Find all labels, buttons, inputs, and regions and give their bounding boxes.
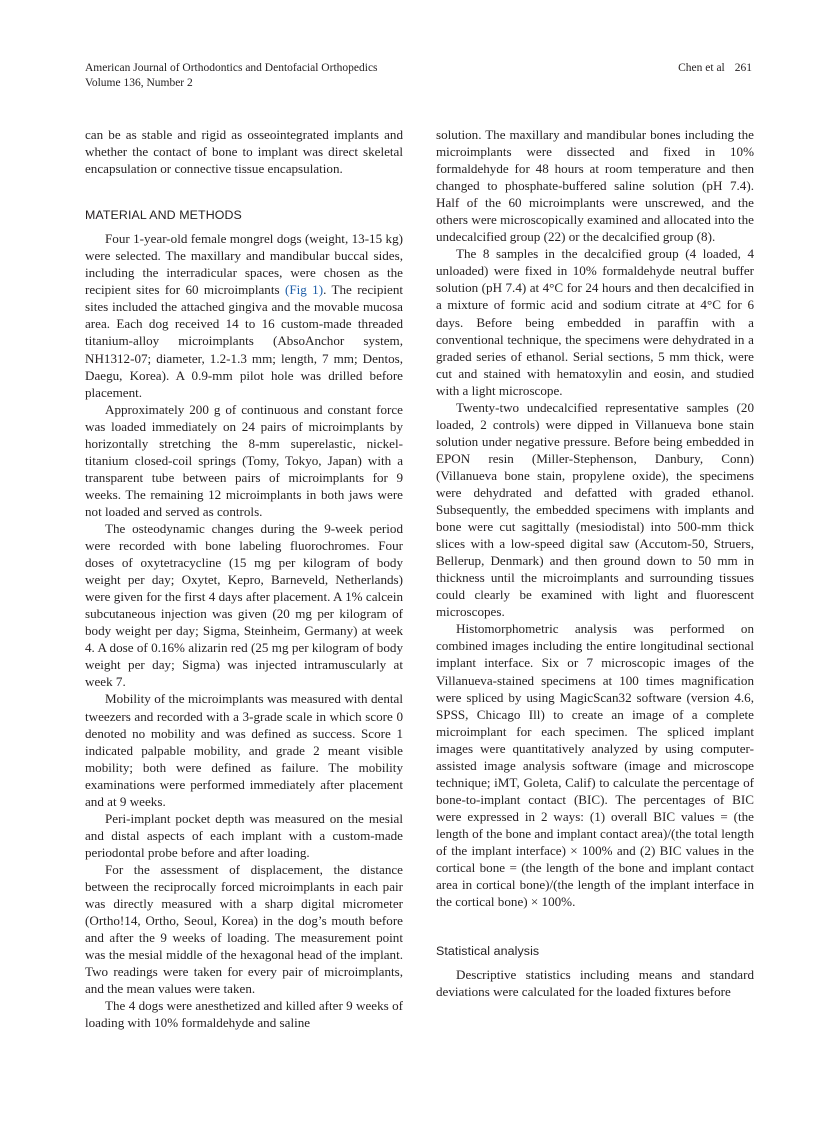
paragraph-text: Four 1-year-old female mongrel dogs (weight, 13-15 kg) were selected. The maxillary and mandibular buccal sides, including the interradicular spaces, were chosen as the recipient sites for 60 microimplants	[85, 231, 403, 298]
paragraph: Peri-implant pocket depth was measured on the mesial and distal aspects of each implant with a custom-made periodontal probe before and after loading.	[85, 810, 403, 860]
section-heading-statistics: Statistical analysis	[436, 944, 540, 959]
figure-link[interactable]: (Fig 1)	[284, 282, 324, 298]
paragraph: solution. The maxillary and mandibular bones including the microimplants were dissected and fixed in 10% formaldehyde for 48 hours at room temperature and then changed to phosphate-buffered saline solution (pH 7.4). Half of the 60 microimplants were unscrewed, and the others were microscopically examined and allocated into the undecalcified group (22) or the decalcified group (8).	[436, 127, 754, 245]
paragraph	[85, 230, 403, 400]
paragraph: Mobility of the microimplants was measured with dental tweezers and recorded with a 3-grade scale in which score 0 denoted no mobility and was defined as success. Score 1 indicated palpable mobility, and grade 2 meant visible mobility; both were defined as failure. The mobility examinations were performed immediately after placement and at 9 weeks.	[85, 691, 403, 809]
paragraph: For the assessment of displacement, the distance between the reciprocally forced microimplants in each pair was directly measured with a sharp digital micrometer (Ortho!14, Ortho, Seoul, Korea) in the dog’s mouth before and after the 9 weeks of loading. The measurement point was the mesial middle of the hexagonal head of the implant. Two readings were taken for every pair of microimplants, and the mean values were taken.	[85, 861, 403, 997]
paragraph: The 8 samples in the decalcified group (4 loaded, 4 unloaded) were fixed in 10% formaldehyde neutral buffer solution (pH 7.4) at 4°C for 24 hours and then decalcified in a mixture of formic acid and sodium citrate at 4°C for 6 days. Before being embedded in paraffin with a conventional technique, the specimens were dehydrated in a graded series of ethanol. Serial sections, 5 mm thick, were cut and stained with hematoxylin and eosin, and studied with a light microscope.	[436, 246, 754, 398]
paragraph: can be as stable and rigid as osseointegrated implants and whether the contact of bone to implant was direct skeletal encapsulation or connective tissue encapsulation.	[85, 127, 403, 177]
running-header-left	[85, 61, 485, 91]
section-heading-methods: MATERIAL AND METHODS	[85, 208, 242, 223]
paragraph: Approximately 200 g of continuous and constant force was loaded immediately on 24 pairs of microimplants by horizontally stretching the 8-mm superelastic, nickel-titanium closed-coil springs (Tomy, Tokyo, Japan) with a transparent tube between pairs of microimplants for 9 weeks. The remaining 12 microimplants in both jaws were not loaded and served as controls.	[85, 401, 403, 519]
paragraph: The osteodynamic changes during the 9-week period were recorded with bone labeling fluorochromes. Four doses of oxytetracycline (15 mg per kilogram of body weight per day; Oxytet, Kepro, Barneveld, Netherlands) were given for the first 4 days after placement. A 1% calcein subcutaneous injection was given (20 mg per kilogram of body weight per day; Sigma, Steinheim, Germany) at week 4. A dose of 0.16% alizarin red (25 mg per kilogram of body weight per day; Sigma) was injected intramuscularly at week 7.	[85, 520, 403, 690]
paragraph: Twenty-two undecalcified representative samples (20 loaded, 2 controls) were dipped in Villanueva bone stain solution under negative pressure. Before being embedded in EPON resin (Miller-Stephenson, Danbury, Conn) (Villanueva bone stain, propylene oxide), the specimens were dehydrated and defatted with graded ethanol. Subsequently, the embedded specimens with implants and bone were cut sagittally (mesiodistal) into 500-mm thick slices with a low-speed digital saw (Accutom-50, Struers, Bellerup, Denmark) and then ground down to 50 mm in thickness until the microimplants and surrounding tissues could clearly be examined with light and fluorescent microscopes.	[436, 399, 754, 620]
right-column	[436, 126, 754, 1000]
paragraph-text: . The recipient sites included the attached gingiva and the movable mucosa area. Each dog received 14 to 16 custom-made threaded titanium-alloy microimplants (AbsoAnchor system, NH1312-07; diameter, 1.2-1.3 mm; length, 7 mm; Dentos, Daegu, Korea). A 0.9-mm pilot hole was drilled before placement.	[85, 282, 404, 400]
journal-title: American Journal of Orthodontics and Dentofacial Orthopedics	[85, 62, 378, 74]
running-header-right	[678, 61, 752, 76]
author-running-head: Chen et al	[678, 62, 725, 74]
page-number: 261	[734, 62, 752, 74]
left-column	[85, 126, 403, 1031]
journal-volume: Volume 136, Number 2	[85, 77, 193, 89]
paragraph: Histomorphometric analysis was performed on combined images including the entire longitudinal sectional implant interface. Six or 7 microscopic images of the Villanueva-stained specimens at 100 times magnification were spliced by using MagicScan32 software (version 4.6, SPSS, Chicago Ill) to create an image of a complete microimplant for each specimen. The spliced implant images were quantitatively analyzed by using computer-assisted image analysis software (image and microscope technique; iMT, Goleta, Calif) to calculate the percentage of bone-to-implant contact (BIC). The percentages of BIC were expressed in 2 ways: (1) overall BIC values = (the length of the bone and implant contact area)/(the total length of the implant interface) × 100% and (2) BIC values in the cortical bone = (the length of the bone and implant contact area in cortical bone)/(the length of the implant interface in the cortical bone) × 100%.	[436, 621, 754, 910]
paragraph: The 4 dogs were anesthetized and killed after 9 weeks of loading with 10% formaldehyde and saline	[85, 998, 403, 1031]
paragraph: Descriptive statistics including means and standard deviations were calculated for the loaded fixtures before	[436, 967, 754, 1000]
